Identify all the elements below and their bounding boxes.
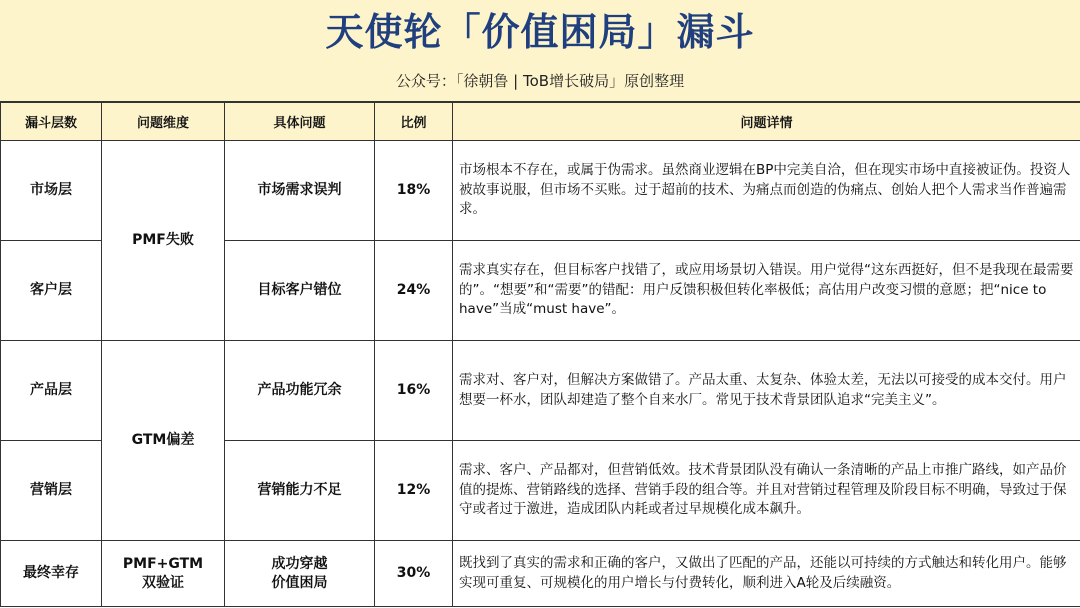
detail-cell: 市场根本不存在，或属于伪需求。虽然商业逻辑在BP中完美自洽，但在现实市场中直接被证伪。投资人被故事说服，但市场不买账。过于超前的技术、为痛点而创造的伪痛点、创始人把个人需求当作普遍需求。 <box>453 141 1080 241</box>
ratio-cell: 30% <box>375 541 453 607</box>
problem-cell: 目标客户错位 <box>225 241 375 341</box>
ratio-cell: 24% <box>375 241 453 341</box>
dimension-cell: PMF+GTM 双验证 <box>102 541 225 607</box>
layer-cell: 产品层 <box>1 341 102 441</box>
column-header-dimension: 问题维度 <box>102 103 225 141</box>
dimension-cell: GTM偏差 <box>102 341 225 541</box>
column-header-detail: 问题详情 <box>453 103 1080 141</box>
funnel-table <box>0 102 1080 607</box>
problem-cell: 成功穿越 价值困局 <box>225 541 375 607</box>
dimension-cell: PMF失败 <box>102 141 225 341</box>
problem-cell: 产品功能冗余 <box>225 341 375 441</box>
table-row <box>1 541 1080 607</box>
column-header-layer: 漏斗层数 <box>1 103 102 141</box>
ratio-cell: 18% <box>375 141 453 241</box>
detail-cell: 需求、客户、产品都对，但营销低效。技术背景团队没有确认一条清晰的产品上市推广路线，如产品价值的提炼、营销路线的选择、营销手段的组合等。并且对营销过程管理及阶段目标不明确，导致过于保守或者过于激进，造成团队内耗或者过早规模化成本飙升。 <box>453 441 1080 541</box>
ratio-cell: 16% <box>375 341 453 441</box>
layer-cell: 客户层 <box>1 241 102 341</box>
layer-cell: 营销层 <box>1 441 102 541</box>
page-title: 天使轮「价值困局」漏斗 <box>325 10 755 54</box>
detail-cell: 既找到了真实的需求和正确的客户，又做出了匹配的产品，还能以可持续的方式触达和转化用户。能够实现可重复、可规模化的用户增长与付费转化，顺利进入A轮及后续融资。 <box>453 541 1080 607</box>
detail-cell: 需求对、客户对，但解决方案做错了。产品太重、太复杂、体验太差，无法以可接受的成本交付。用户想要一杯水，团队却建造了整个自来水厂。常见于技术背景团队追求“完美主义”。 <box>453 341 1080 441</box>
detail-cell: 需求真实存在，但目标客户找错了，或应用场景切入错误。用户觉得“这东西挺好，但不是我现在最需要的”。“想要”和“需要”的错配：用户反馈积极但转化率极低；高估用户改变习惯的意愿；把“nice to have”当成“must have”。 <box>453 241 1080 341</box>
table-header-row <box>1 103 1080 141</box>
page-subtitle: 公众号：「徐朝鲁 | ToB增长破局」原创整理 <box>395 72 685 90</box>
problem-cell: 营销能力不足 <box>225 441 375 541</box>
header <box>0 0 1080 102</box>
column-header-ratio: 比例 <box>375 103 453 141</box>
column-header-problem: 具体问题 <box>225 103 375 141</box>
table-row <box>1 341 1080 441</box>
ratio-cell: 12% <box>375 441 453 541</box>
layer-cell: 市场层 <box>1 141 102 241</box>
table-row <box>1 141 1080 241</box>
layer-cell: 最终幸存 <box>1 541 102 607</box>
problem-cell: 市场需求误判 <box>225 141 375 241</box>
